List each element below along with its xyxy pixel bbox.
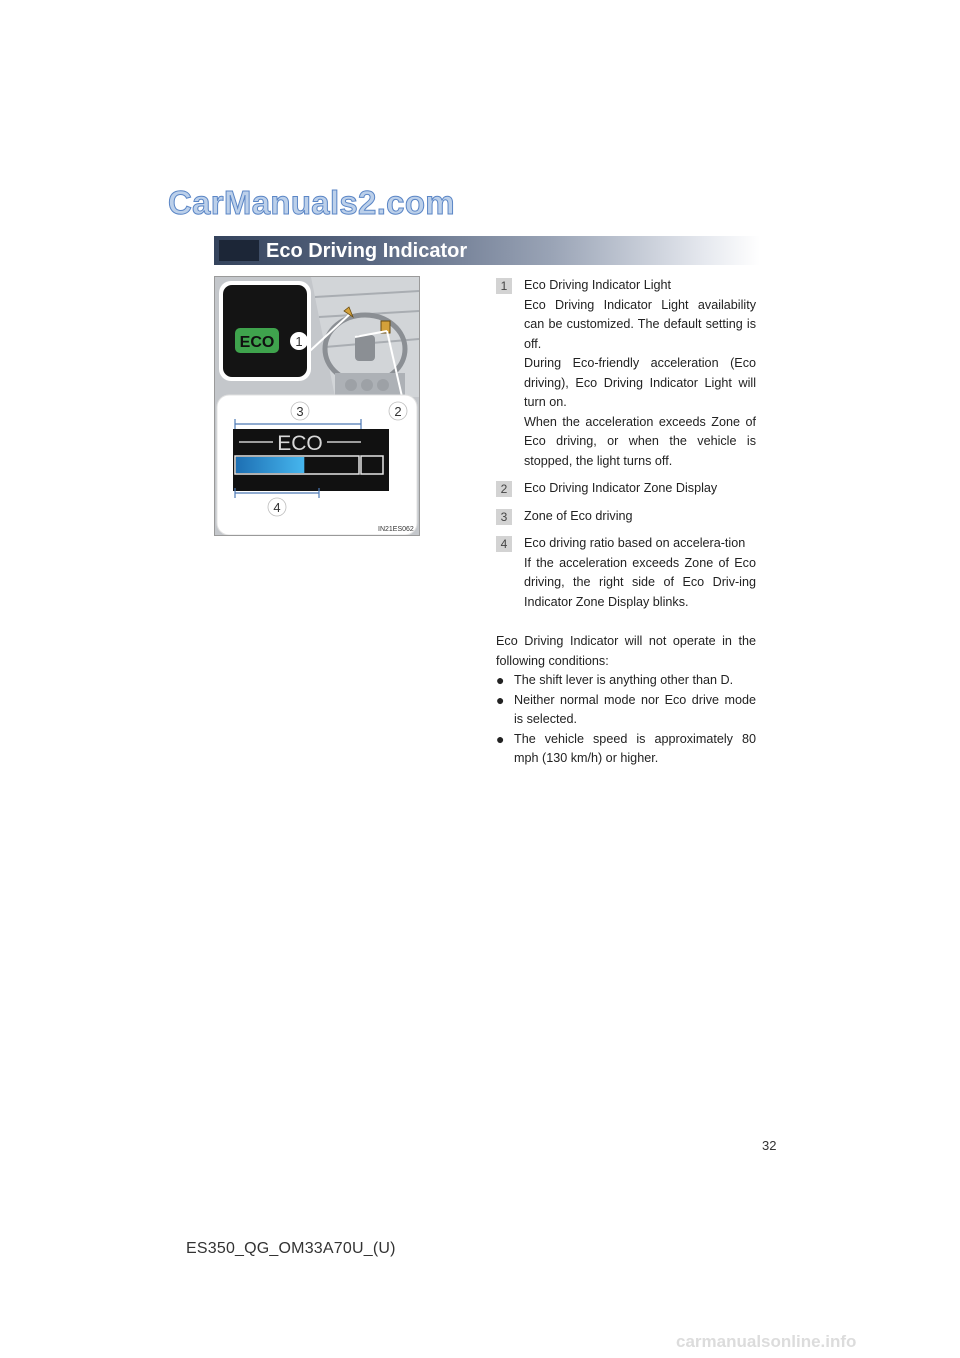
eco-light-label: ECO [239,334,275,351]
description-column [496,276,756,769]
section-header-marker [219,240,259,261]
callout-4: 4 [273,500,281,515]
item-text: If the acceleration exceeds Zone of Eco driving, the right side of Eco Driv-ing Indicator Zone Display blinks. [524,555,756,609]
item-text: When the acceleration exceeds Zone of Eco driving, or when the vehicle is stopped, the light turns off. [524,414,756,468]
bullet-icon: ● [496,672,505,688]
dashboard-illustration [215,277,419,535]
callout-number: 4 [496,536,512,552]
eco-indicator-illustration [214,276,420,536]
callout-description-4 [496,534,756,612]
callout-number: 2 [496,481,512,497]
item-title: Zone of Eco driving [524,508,633,523]
callout-3: 3 [296,404,304,419]
zone-display-eco-label: ECO [277,432,323,455]
callout-2: 2 [394,404,402,419]
watermark-logo: CarManuals2.com [168,184,455,221]
item-title: Eco Driving Indicator Zone Display [524,481,718,495]
operating-conditions-note [496,632,756,769]
item-title: Eco driving ratio based on accelera-tion [524,536,746,550]
callout-number: 1 [496,278,512,294]
section-title: Eco Driving Indicator [266,240,468,262]
condition-text: Neither normal mode nor Eco drive mode is selected. [514,692,756,726]
condition-bullet [496,671,756,691]
condition-bullet [496,730,756,769]
item-text: During Eco-friendly acceleration (Eco driving), Eco Driving Indicator Light will turn on. [524,356,756,409]
page-number: 32 [762,1138,777,1153]
figure-code: IN21ES062 [378,526,414,533]
note-intro: Eco Driving Indicator will not operate in the following conditions: [496,634,756,668]
condition-text: The shift lever is anything other than D. [514,673,734,687]
callout-description-3 [496,507,756,527]
condition-text: The vehicle speed is approximately 80 mph (130 km/h) or higher. [514,731,756,765]
callout-number: 3 [496,509,512,525]
callout-1: 1 [295,334,303,349]
bullet-icon: ● [496,691,505,708]
document-code: ES350_QG_OM33A70U_(U) [186,1240,396,1257]
callout-description-2 [496,479,756,499]
condition-bullet [496,691,756,730]
callout-description-1 [496,276,756,471]
eco-ratio-fill [236,457,304,473]
bullet-icon: ● [496,730,505,747]
watermark-footer: carmanualsonline.info [676,1332,857,1351]
item-text: Eco Driving Indicator Light availability can be customized. The default setting is off. [524,297,756,351]
item-title: Eco Driving Indicator Light [524,278,671,292]
